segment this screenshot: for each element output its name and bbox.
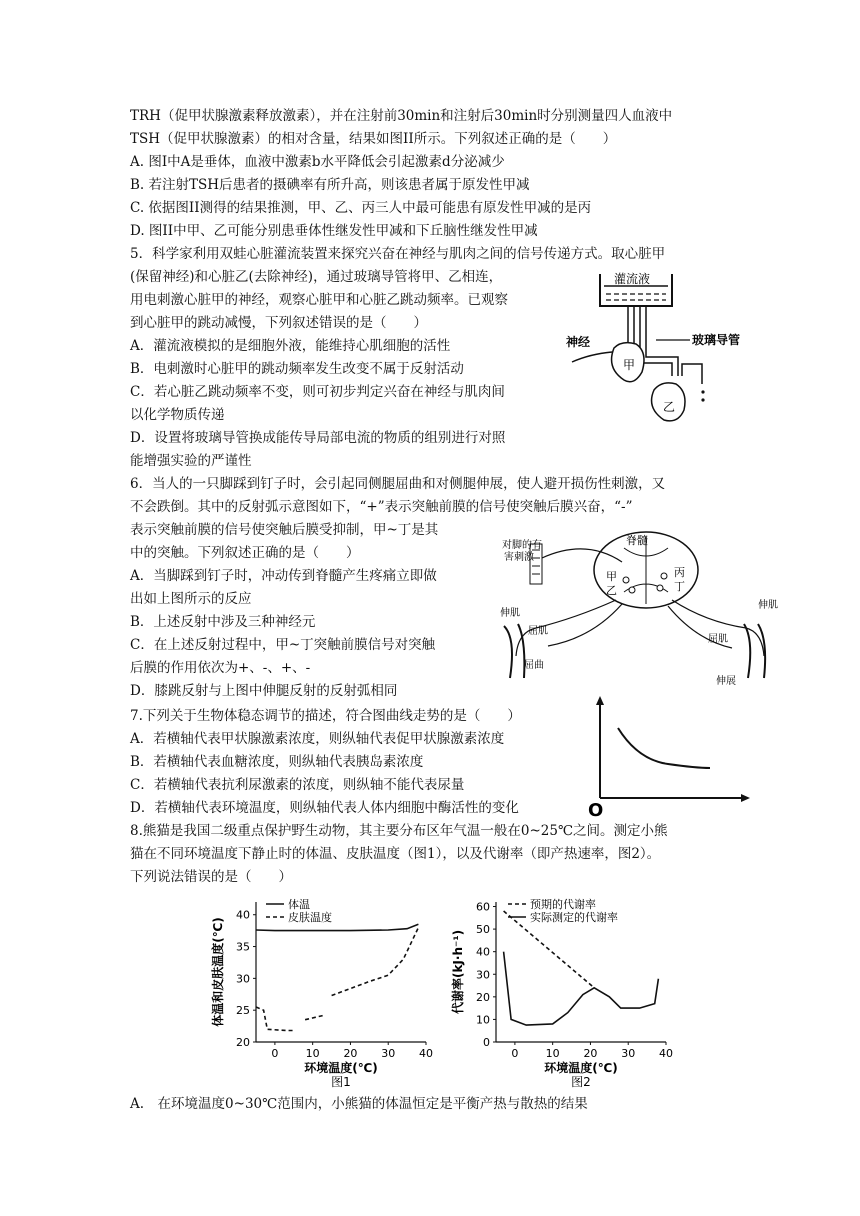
q6-stem-3: 表示突触前膜的信号使突触后膜受抑制，甲~丁是其 xyxy=(130,522,439,538)
x-tick-label: 10 xyxy=(305,1047,320,1060)
y-tick-label: 25 xyxy=(236,1004,250,1018)
y-tick-label: 35 xyxy=(236,940,250,954)
bend-label: 屈曲 xyxy=(524,660,544,671)
legend-label: 皮肤温度 xyxy=(288,911,332,924)
y-tick-label: 20 xyxy=(236,1036,250,1049)
synapse-a-label: 甲 xyxy=(606,570,617,583)
q4-line-2: TSH（促甲状腺激素）的相对含量，结果如图II所示。下列叙述正确的是（ ） xyxy=(130,131,617,147)
stimulus-label-2: 害刺激 xyxy=(504,552,534,563)
perfusate-label: 灌流液 xyxy=(614,272,651,286)
q4-option-a: A. 图I中A是垂体，血液中激素b水平降低会引起激素d分泌减少 xyxy=(130,154,505,170)
q6-option-b: B．上述反射中涉及三种神经元 xyxy=(130,614,316,630)
y-axis-label: 体温和皮肤温度(℃) xyxy=(211,917,225,1027)
x-tick-label: 10 xyxy=(545,1047,560,1060)
y-tick-label: 50 xyxy=(476,923,490,937)
nerve-label: 神经 xyxy=(566,335,591,349)
q6-option-c: C．在上述反射过程中，甲~丁突触前膜信号对突触 xyxy=(130,637,436,653)
y-tick-label: 10 xyxy=(476,1013,490,1027)
y-tick-label: 30 xyxy=(236,972,250,986)
chart-title: 图2 xyxy=(571,1075,591,1089)
x-tick-label: 30 xyxy=(621,1047,636,1060)
extensor-right-label: 伸肌 xyxy=(758,600,778,611)
q5-stem-4: 到心脏甲的跳动减慢，下列叙述错误的是（ ） xyxy=(130,315,427,331)
q7-curve-diagram xyxy=(586,694,752,820)
q5-option-b: B．电刺激时心脏甲的跳动频率发生改变不属于反射活动 xyxy=(130,361,464,377)
synapse-d-label: 丁 xyxy=(674,580,685,593)
q4-line-1: TRH（促甲状腺激素释放激素），并在注射前30min和注射后30min时分别测量四人血液中 xyxy=(130,108,673,124)
synapse-c-label: 丙 xyxy=(674,566,685,579)
x-tick-label: 0 xyxy=(511,1047,519,1060)
q6-option-a: A．当脚踩到钉子时，冲动传到脊髓产生疼痛立即做 xyxy=(130,568,437,584)
synapse-b-label: 乙 xyxy=(606,584,617,597)
series-line xyxy=(256,1007,294,1031)
x-tick-label: 40 xyxy=(659,1047,673,1060)
y-tick-label: 20 xyxy=(476,990,490,1004)
y-axis-label: 代谢率(kJ·h⁻¹) xyxy=(451,929,465,1015)
x-tick-label: 40 xyxy=(419,1047,433,1060)
series-line xyxy=(504,952,659,1025)
q6-stem-4: 中的突触。下列叙述正确的是（ ） xyxy=(130,545,360,561)
q6-stem-1: 6．当人的一只脚踩到钉子时，会引起同侧腿屈曲和对侧腿伸展，使人避开损伤性刺激，又 xyxy=(130,476,666,492)
x-axis-label: 环境温度(℃) xyxy=(544,1061,618,1075)
y-tick-label: 40 xyxy=(476,945,490,959)
flexor-right-label: 屈肌 xyxy=(708,634,728,645)
q5-stem-2: (保留神经)和心脏乙(去除神经)，通过玻璃导管将甲、乙相连， xyxy=(130,269,503,285)
series-line xyxy=(305,1015,324,1019)
origin-label: O xyxy=(588,800,604,821)
legend-label: 体温 xyxy=(288,898,310,911)
stimulus-label-1: 对脚的有 xyxy=(502,540,542,551)
y-tick-label: 60 xyxy=(476,900,490,914)
flexor-left-label: 屈肌 xyxy=(528,626,548,637)
x-axis-label: 环境温度(℃) xyxy=(304,1061,378,1075)
x-tick-label: 20 xyxy=(343,1047,358,1060)
series-line xyxy=(332,928,419,996)
q7-option-b: B．若横轴代表血糖浓度，则纵轴代表胰岛素浓度 xyxy=(130,754,424,770)
q5-stem-3: 用电刺激心脏甲的神经，观察心脏甲和心脏乙跳动频率。已观察 xyxy=(130,292,508,308)
q5-option-c-cont: 以化学物质传递 xyxy=(130,407,225,423)
chart-figure-1 xyxy=(208,890,436,1089)
q5-option-d-cont: 能增强实验的严谨性 xyxy=(130,453,252,469)
q6-option-a-cont: 出如上图所示的反应 xyxy=(130,591,252,607)
spinal-cord-label: 脊髓 xyxy=(626,534,648,547)
q5-option-a: A．灌流液模拟的是细胞外液，能维持心肌细胞的活性 xyxy=(130,338,451,354)
q6-stem-2: 不会跌倒。其中的反射弧示意图如下，“+”表示突触前膜的信号使突触后膜兴奋，“-” xyxy=(130,499,633,515)
chart-title: 图1 xyxy=(331,1075,351,1089)
y-tick-label: 0 xyxy=(483,1036,490,1049)
q4-option-d: D. 图II中甲、乙可能分别患垂体性继发性甲减和下丘脑性继发性甲减 xyxy=(130,223,538,239)
q6-option-d: D．膝跳反射与上图中伸腿反射的反射弧相同 xyxy=(130,683,398,699)
chart-figure-2 xyxy=(448,890,676,1089)
y-tick-label: 30 xyxy=(476,968,490,982)
y-tick-label: 40 xyxy=(236,908,250,922)
x-tick-label: 0 xyxy=(271,1047,279,1060)
q7-option-d: D．若横轴代表环境温度，则纵轴代表人体内细胞中酶活性的变化 xyxy=(130,800,519,816)
q5-option-d: D．设置将玻璃导管换成能传导局部电流的物质的组别进行对照 xyxy=(130,430,506,446)
heart-perfusion-diagram xyxy=(562,268,782,428)
legend-label: 预期的代谢率 xyxy=(530,898,596,911)
x-tick-label: 30 xyxy=(381,1047,396,1060)
tube-label: 玻璃导管 xyxy=(692,333,741,347)
q5-stem-1: 5．科学家利用双蛙心脏灌流装置来探究兴奋在神经与肌肉之间的信号传递方式。取心脏甲 xyxy=(130,246,666,262)
q7-stem: 7.下列关于生物体稳态调节的描述，符合图曲线走势的是（ ） xyxy=(130,708,521,724)
q5-option-c: C．若心脏乙跳动频率不变，则可初步判定兴奋在神经与肌肉间 xyxy=(130,384,505,400)
q7-option-a: A．若横轴代表甲状腺激素浓度，则纵轴代表促甲状腺激素浓度 xyxy=(130,731,505,747)
extend-label: 伸展 xyxy=(716,676,736,687)
q6-option-c-cont: 后膜的作用依次为+、-、+、- xyxy=(130,660,311,676)
q4-option-b: B. 若注射TSH后患者的摄碘率有所升高，则该患者属于原发性甲减 xyxy=(130,177,530,193)
q7-option-c: C．若横轴代表抗利尿激素的浓度，则纵轴不能代表尿量 xyxy=(130,777,465,793)
extensor-left-label: 伸肌 xyxy=(500,608,520,619)
x-tick-label: 20 xyxy=(583,1047,598,1060)
reflex-arc-diagram xyxy=(496,528,786,690)
legend-label: 实际测定的代谢率 xyxy=(530,911,618,924)
q8-stem-1: 8.熊猫是我国二级重点保护野生动物，其主要分布区年气温一般在0~25℃之间。测定小熊 xyxy=(130,823,668,839)
q8-option-a: A. 在环境温度0~30℃范围内，小熊猫的体温恒定是平衡产热与散热的结果 xyxy=(130,1096,588,1112)
heart-b-label: 乙 xyxy=(663,400,676,414)
q8-stem-2: 猫在不同环境温度下静止时的体温、皮肤温度（图1），以及代谢率（即产热速率，图2）。 xyxy=(130,846,661,862)
series-line xyxy=(256,924,418,930)
q8-stem-3: 下列说法错误的是（ ） xyxy=(130,869,292,885)
heart-a-label: 甲 xyxy=(623,358,636,372)
q4-option-c: C. 依据图II测得的结果推测，甲、乙、丙三人中最可能患有原发性甲减的是丙 xyxy=(130,200,592,216)
